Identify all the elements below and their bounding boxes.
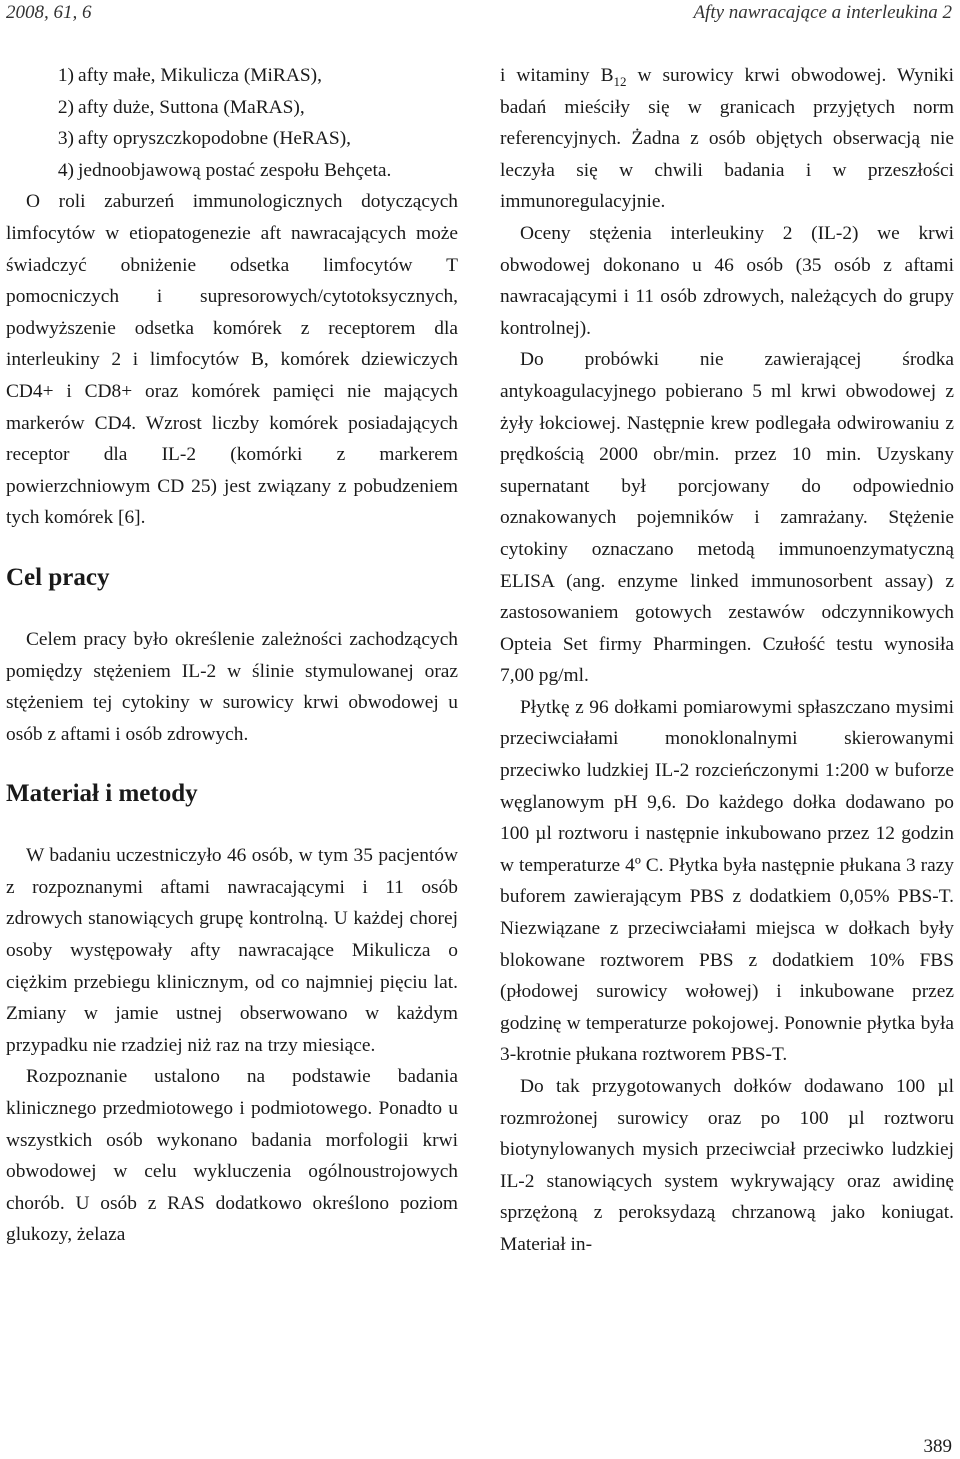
page-number: 389 [923, 1436, 952, 1457]
section-heading-methods: Materiał i metody [6, 780, 198, 808]
list-text: afty duże, Suttona (MaRAS), [78, 96, 305, 118]
blood-sampling-paragraph: Do probówki nie zawierającej środka antykoagulacyjnego pobierano 5 ml krwi obwodowej z żyły łokciowej. Następnie krew podlegała odwirowaniu z prędkością 2000 obr/min. przez 10 min. Uzyskany supernatant był porcjowany do odpowiednio oznakowanych pojemników i zamrażany. Stężenie cytokiny oznaczano metodą immunoenzymatyczną ELISA (ang. enzyme linked immunosorbent assay) z zastosowaniem gotowych zestawów odczynnikowych Opteia Set firmy Pharmingen. Czułość testu wynosiła 7,00 pg/ml. [500, 349, 954, 687]
list-item [6, 92, 458, 124]
list-text: jednoobjawową postać zespołu Behçeta. [78, 159, 392, 181]
methods-paragraph-1: W badaniu uczestniczyło 46 osób, w tym 35 pacjentów z rozpoznanymi aftami nawracającymi i 11 osób zdrowych stanowiących grupę kontrolną. U każdej chorej osoby występowały afty nawracające Mikulicza o ciężkim przebiegu klinicznym, od co najmniej pięciu lat. Zmiany w jamie ustnej obserwowano w każdym przypadku nie rzadziej niż raz na trzy miesiące. [6, 845, 458, 1056]
list-item [6, 60, 458, 92]
list-item [6, 123, 458, 155]
list-number: 4) [57, 159, 74, 181]
methods-paragraph-2: Rozpoznanie ustalono na podstawie badania klinicznego przedmiotowego i podmiotowego. Ponadto u wszystkich osób wykonano badania morfologii krwi obwodowej w celu wykluczenia ogólnoustrojowych chorób. U osób z RAS dodatkowo określono poziom glukozy, żelaza [6, 1066, 458, 1246]
list-number: 1) [57, 65, 74, 86]
vitamin-text-start: i witaminy B [500, 65, 614, 86]
list-text: afty opryszczkopodobne (HeRAS), [78, 128, 352, 150]
vitamin-subscript: 12 [613, 73, 627, 89]
list-number: 3) [57, 128, 74, 150]
running-header [0, 0, 960, 30]
section-heading-aim: Cel pracy [6, 563, 110, 591]
wells-procedure-paragraph: Do tak przygotowanych dołków dodawano 100 µl rozmrożonej surowicy oraz po 100 µl roztworu biotynylowanych mysich przeciwciał przeciwko ludzkiej IL-2 stanowiących system wykrywający oraz awidinę sprzężoną z peroksydazą chrzanową jako koniugat. Materiał in- [500, 1076, 954, 1255]
list-number: 2) [57, 96, 74, 118]
intro-paragraph: O roli zaburzeń immunologicznych dotyczących limfocytów w etiopatogenezie aft nawracających może świadczyć obniżenie odsetka limfocytów T pomocniczych i supresorowych/cytotoksycznych, podwyższenie odsetka komórek z receptorem dla interleukiny 2 i limfocytów B, komórek dziewiczych CD4+ i CD8+ oraz komórek pamięci nie mających markerów CD4. Wzrost liczby komórek posiadających receptor dla IL-2 (komórki z markerem powierzchniowym CD 25) jest związany z pobudzeniem tych komórek [6]. [6, 191, 458, 529]
plate-preparation-paragraph: Płytkę z 96 dołkami pomiarowymi spłaszczano mysimi przeciwciałami monoklonalnymi skierowanymi przeciwko ludzkiej IL-2 rozcieńczonymi 1:200 w buforze węglanowym pH 9,6. Do każdego dołka dodawano po 100 µl roztworu i następnie inkubowano przez 12 godzin w temperaturze 4º C. Płytka była następnie płukana 3 razy buforem zawierającym PBS z dodatkiem 0,05% PBS-T. Niezwiązane z przeciwciałami miejsca w dołkach były blokowane roztworem PBS z dodatkiem 10% FBS (płodowej surowicy wołowej) i inkubowane przez godzinę w temperaturze pokojowej. Ponownie płytka była 3-krotnie płukana roztworem PBS-T. [500, 696, 954, 1066]
vitamin-text-end: w surowicy krwi obwodowej. Wyniki badań mieściły się w granicach przyjętych norm referencyjnych. Żadna z osób objętych obserwacją nie leczyła się w chwili badania i w przeszłości immunoregulacyjnie. [500, 65, 954, 213]
list-text: afty małe, Mikulicza (MiRAS), [78, 65, 322, 86]
article-running-title: Afty nawracające a interleukina 2 [693, 2, 952, 23]
il2-assessment-paragraph: Oceny stężenia interleukiny 2 (IL-2) we krwi obwodowej dokonano u 46 osób (35 osób z aftami nawracającymi i 11 osób zdrowych, należących do grupy kontrolnej). [500, 222, 954, 339]
list-item [6, 155, 458, 187]
vitamin-paragraph [500, 60, 954, 218]
ras-types-list [6, 60, 458, 186]
right-column [500, 60, 954, 1261]
journal-issue: 2008, 61, 6 [6, 2, 92, 23]
aim-paragraph: Celem pracy było określenie zależności zachodzących pomiędzy stężeniem IL-2 w ślinie stymulowanej oraz stężeniem tej cytokiny w surowicy krwi obwodowej u osób z aftami i osób zdrowych. [6, 628, 458, 745]
left-column [6, 60, 458, 1251]
